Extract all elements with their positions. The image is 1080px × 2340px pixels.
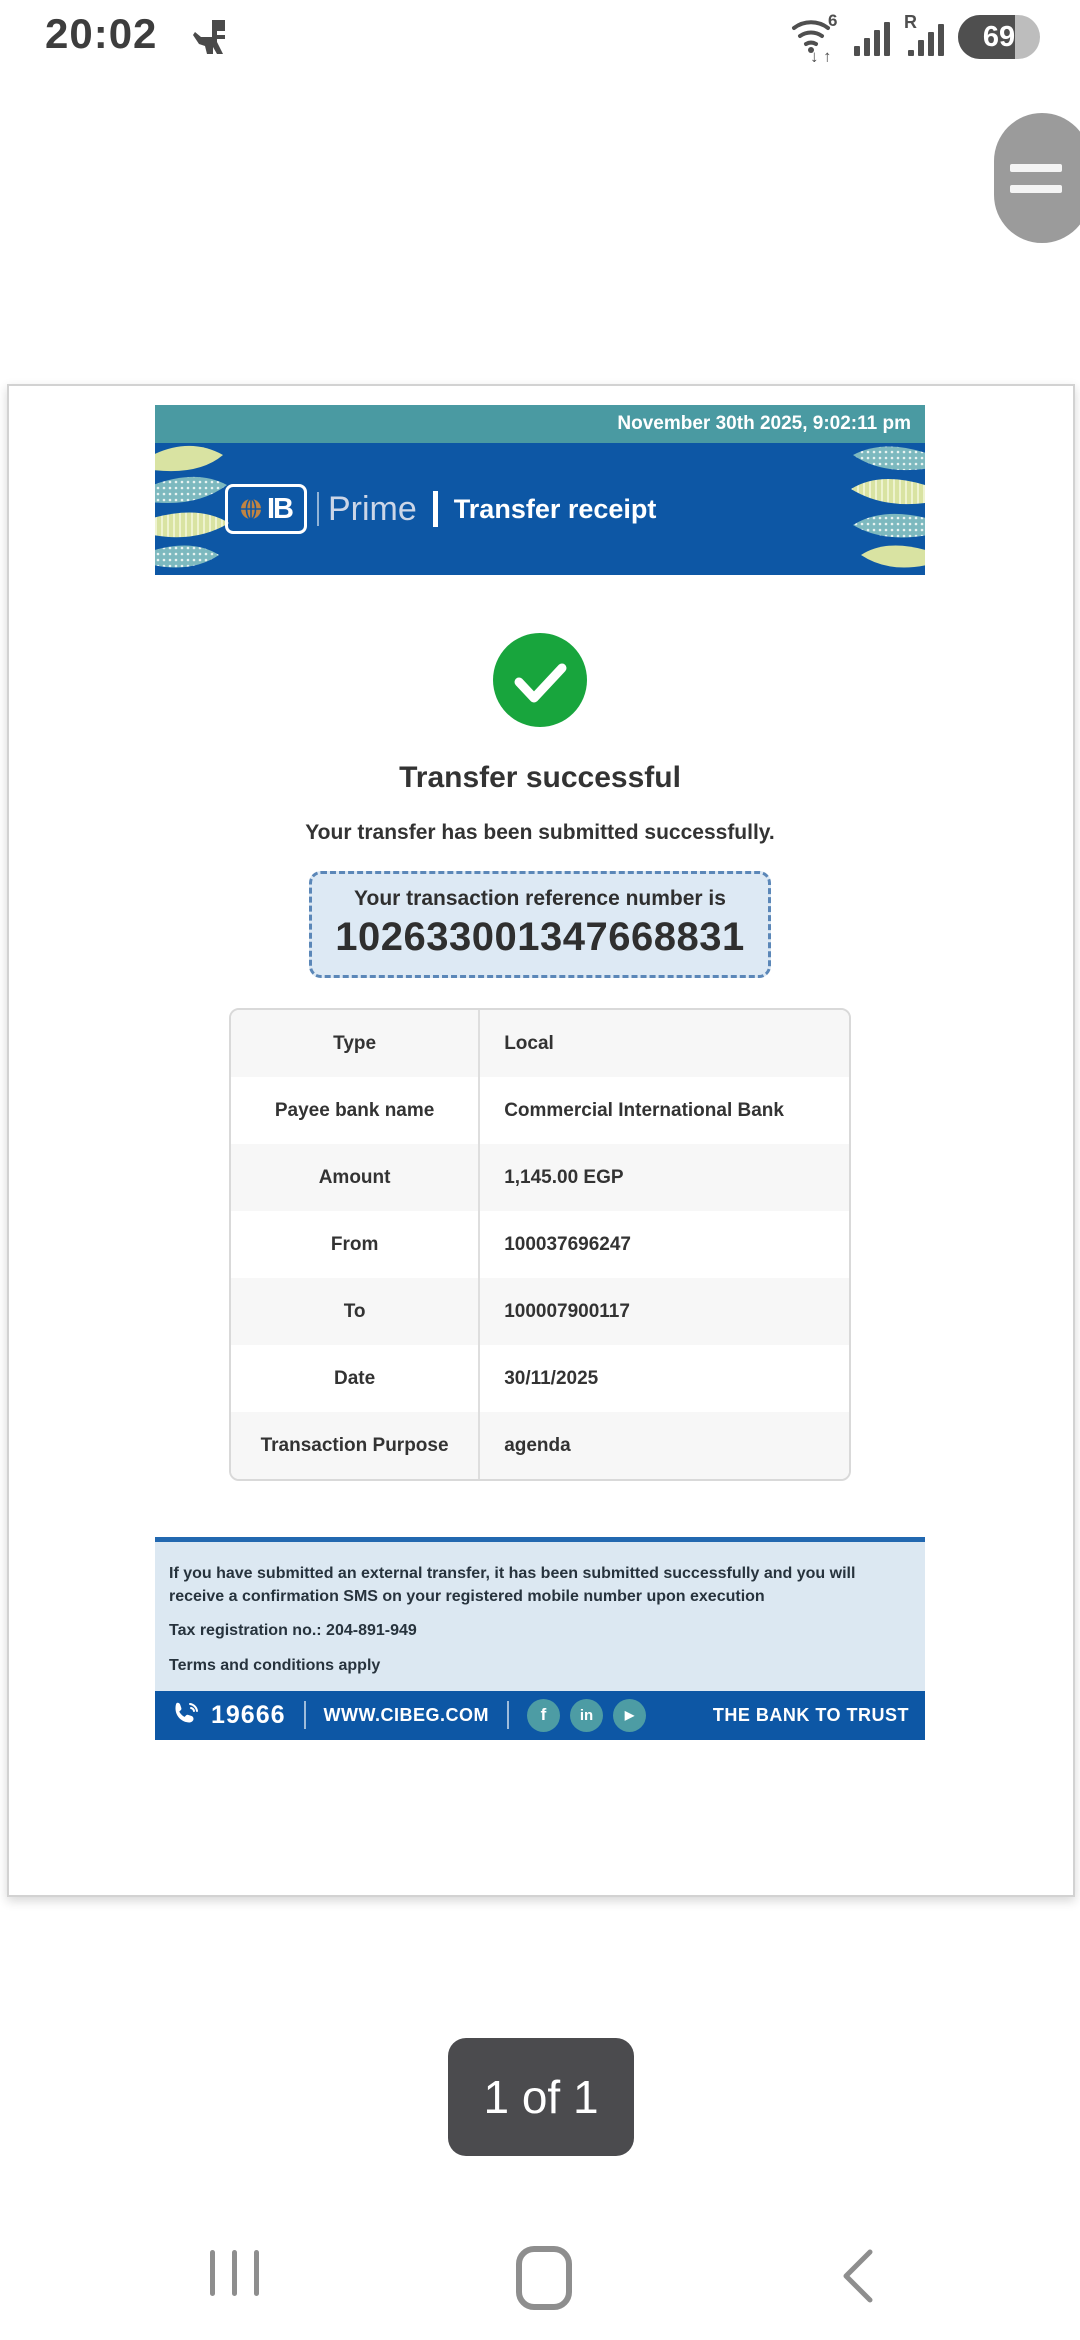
table-row — [231, 1144, 849, 1211]
roaming-signal-icon — [904, 12, 948, 62]
row-value: 100037696247 — [504, 1233, 631, 1255]
bank-initials: IB — [267, 492, 292, 525]
page-indicator: 1 of 1 — [448, 2038, 634, 2156]
status-time: 20:02 — [45, 10, 158, 57]
wifi-icon — [790, 12, 842, 62]
status-icons — [790, 12, 1040, 62]
svg-text:↓: ↓ — [810, 47, 819, 62]
dino-notification-icon — [192, 18, 228, 67]
table-row — [231, 1278, 849, 1345]
hotline-number: 19666 — [211, 1700, 286, 1729]
nav-back-button[interactable] — [838, 2248, 876, 2309]
receipt-timestamp: November 30th 2025, 9:02:11 pm — [617, 413, 911, 434]
nav-recents-button[interactable] — [210, 2250, 259, 2296]
separator — [433, 491, 438, 527]
table-row — [231, 1345, 849, 1412]
table-row — [231, 1211, 849, 1278]
youtube-icon: ▶ — [613, 1699, 646, 1732]
svg-text:R: R — [904, 12, 917, 32]
reference-label: Your transaction reference number is — [354, 887, 726, 910]
facebook-icon: f — [527, 1699, 560, 1732]
row-label: To — [231, 1278, 480, 1345]
bank-slogan: THE BANK TO TRUST — [712, 1704, 909, 1725]
row-value: Commercial International Bank — [504, 1099, 784, 1121]
phone-icon — [171, 1700, 201, 1730]
note-terms: Terms and conditions apply — [169, 1656, 381, 1674]
website-url: WWW.CIBEG.COM — [323, 1704, 490, 1725]
row-value: Local — [504, 1032, 554, 1054]
note-external-transfer: If you have submitted an external transfer, it has been submitted successfully and you will receive a confirmation SMS on your registered mobile number upon execution — [169, 1565, 856, 1606]
row-label: Type — [231, 1010, 480, 1077]
drag-handle-icon — [1010, 185, 1062, 193]
receipt-header — [155, 443, 925, 575]
row-value: 100007900117 — [504, 1300, 630, 1322]
success-check-icon — [493, 633, 587, 727]
signal-icon — [852, 12, 894, 62]
row-value: 30/11/2025 — [504, 1367, 599, 1389]
receipt-body — [155, 633, 925, 1740]
note-tax-registration: Tax registration no.: 204-891-949 — [169, 1622, 417, 1640]
table-row — [231, 1412, 849, 1479]
drag-handle-icon — [1010, 164, 1062, 172]
svg-text:6: 6 — [828, 12, 838, 30]
row-label: From — [231, 1211, 480, 1278]
cib-logo — [225, 484, 307, 534]
receipt-timestamp-bar — [155, 405, 925, 443]
linkedin-icon: in — [570, 1699, 603, 1732]
edge-panel-handle[interactable] — [994, 113, 1080, 243]
document-title: Transfer receipt — [453, 493, 657, 524]
separator — [507, 1701, 509, 1729]
battery-percent: 69 — [982, 20, 1016, 53]
reference-number: 102633001347668831 — [335, 915, 745, 959]
row-label: Amount — [231, 1144, 480, 1211]
table-row — [231, 1077, 849, 1144]
row-label: Date — [231, 1345, 480, 1412]
recents-icon — [232, 2250, 237, 2296]
leaf-decoration — [843, 443, 925, 575]
brand-row — [225, 484, 656, 534]
social-icons — [527, 1699, 646, 1732]
separator — [317, 492, 319, 526]
separator — [304, 1701, 306, 1729]
recents-icon — [210, 2250, 215, 2296]
row-label: Payee bank name — [231, 1077, 480, 1144]
result-subtitle: Your transfer has been submitted successfully. — [305, 821, 775, 844]
battery-icon — [958, 15, 1040, 59]
svg-text:↑: ↑ — [823, 47, 832, 62]
row-value: 1,145.00 EGP — [504, 1166, 624, 1188]
row-label: Transaction Purpose — [231, 1412, 480, 1479]
footer-contact-bar — [155, 1691, 925, 1740]
row-value: agenda — [504, 1434, 571, 1456]
nav-home-button[interactable] — [516, 2246, 572, 2310]
footer-notes — [155, 1542, 925, 1691]
table-row — [231, 1010, 849, 1077]
reference-box — [309, 871, 771, 978]
globe-icon — [240, 498, 262, 520]
product-name: Prime — [328, 489, 417, 528]
recents-icon — [254, 2250, 259, 2296]
result-title: Transfer successful — [399, 761, 681, 794]
transfer-receipt — [155, 405, 925, 1740]
details-table — [229, 1008, 851, 1481]
pdf-page — [7, 384, 1075, 1897]
back-chevron-icon — [838, 2248, 876, 2304]
